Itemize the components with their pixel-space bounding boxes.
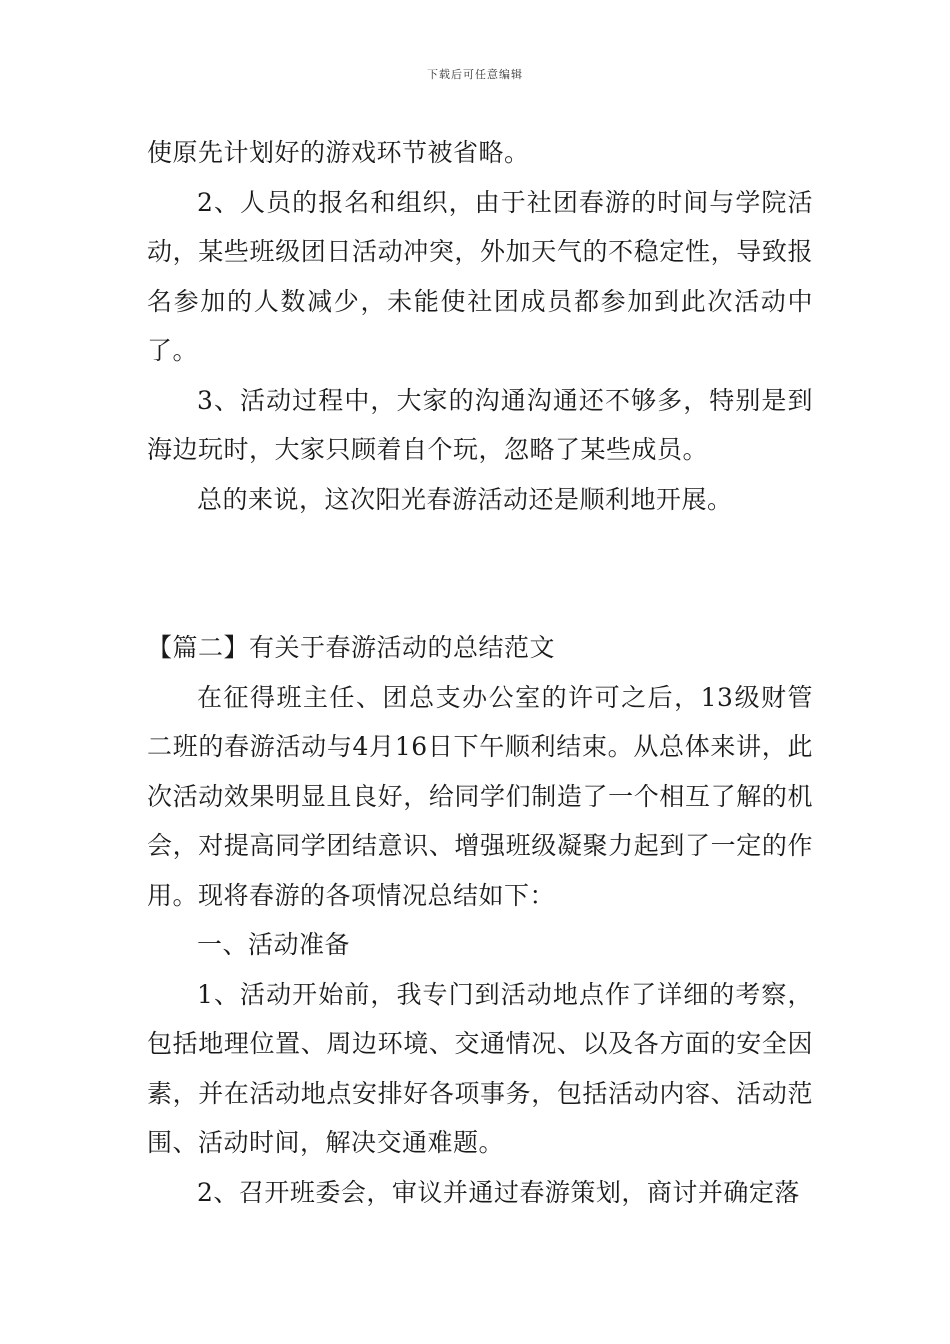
document-body — [147, 128, 813, 1217]
section-heading: 【篇二】有关于春游活动的总结范文 — [147, 633, 556, 662]
paragraph-prep-1: 1、活动开始前，我专门到活动地点作了详细的考察，包括地理位置、周边环境、交通情况、以及各方面的安全因素，并在活动地点安排好各项事务，包括活动内容、活动范围、活动时间，解决交通难题。 — [147, 979, 813, 1157]
paragraph-prep-2: 2、召开班委会，审议并通过春游策划，商讨并确定落 — [197, 1177, 800, 1207]
section-spacer — [147, 524, 813, 623]
paragraph-item-2: 2、人员的报名和组织，由于社团春游的时间与学院活动，某些班级团日活动冲突，外加天气的不稳定性，导致报名参加的人数减少，未能使社团成员都参加到此次活动中了。 — [147, 187, 813, 365]
paragraph-intro: 在征得班主任、团总支办公室的许可之后，13级财管二班的春游活动与4月16日下午顺利结束。从总体来讲，此次活动效果明显且良好，给同学们制造了一个相互了解的机会，对提高同学团结意识、增强班级凝聚力起到了一定的作用。现将春游的各项情况总结如下： — [147, 682, 813, 910]
paragraph-conclusion: 总的来说，这次阳光春游活动还是顺利地开展。 — [197, 484, 733, 514]
paragraph-item-3: 3、活动过程中，大家的沟通沟通还不够多，特别是到海边玩时，大家只顾着自个玩，忽略了某些成员。 — [147, 385, 813, 464]
header-note: 下载后可任意编辑 — [427, 68, 523, 81]
subheading-preparation: 一、活动准备 — [197, 930, 351, 959]
paragraph-continuation: 使原先计划好的游戏环节被省略。 — [147, 138, 530, 167]
